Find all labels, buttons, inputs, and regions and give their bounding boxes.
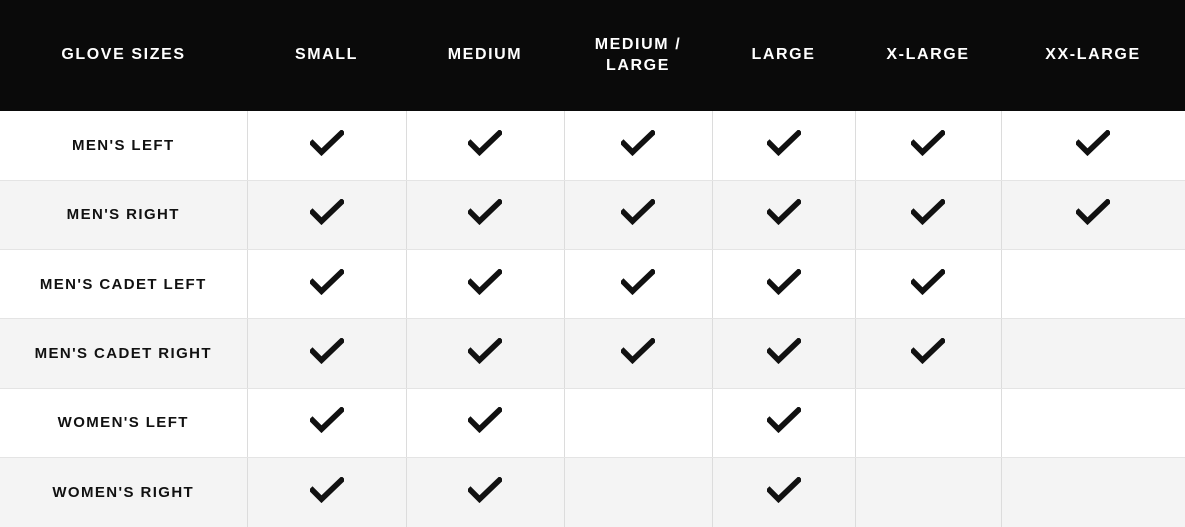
- table-body: [0, 111, 1185, 527]
- checkmark-icon: [310, 338, 344, 364]
- table-row: [0, 111, 1185, 180]
- table-header: [0, 0, 1185, 111]
- cell-unavailable: [855, 388, 1001, 457]
- cell-available: [855, 111, 1001, 180]
- checkmark-icon: [767, 477, 801, 503]
- row-label: MEN'S LEFT: [0, 111, 247, 180]
- cell-unavailable: [564, 458, 712, 527]
- empty-marker: [1002, 480, 1185, 506]
- cell-available: [406, 180, 564, 249]
- cell-unavailable: [1001, 319, 1185, 388]
- empty-marker: [565, 480, 712, 506]
- cell-available: [247, 111, 406, 180]
- column-header-medium-large: MEDIUM / LARGE: [564, 0, 712, 111]
- cell-available: [712, 319, 855, 388]
- cell-available: [855, 180, 1001, 249]
- cell-available: [564, 250, 712, 319]
- cell-available: [712, 458, 855, 527]
- cell-available: [855, 250, 1001, 319]
- checkmark-icon: [767, 407, 801, 433]
- checkmark-icon: [468, 477, 502, 503]
- checkmark-icon: [1076, 130, 1110, 156]
- table-row: [0, 388, 1185, 457]
- cell-available: [406, 458, 564, 527]
- empty-marker: [565, 410, 712, 436]
- row-label: WOMEN'S RIGHT: [0, 458, 247, 527]
- column-header-x-large: X-LARGE: [855, 0, 1001, 111]
- cell-available: [247, 388, 406, 457]
- checkmark-icon: [468, 338, 502, 364]
- cell-available: [247, 180, 406, 249]
- cell-available: [712, 180, 855, 249]
- cell-unavailable: [1001, 388, 1185, 457]
- checkmark-icon: [468, 407, 502, 433]
- cell-available: [247, 250, 406, 319]
- checkmark-icon: [468, 130, 502, 156]
- empty-marker: [856, 480, 1001, 506]
- checkmark-icon: [911, 269, 945, 295]
- checkmark-icon: [911, 338, 945, 364]
- cell-available: [406, 388, 564, 457]
- cell-available: [1001, 111, 1185, 180]
- checkmark-icon: [1076, 199, 1110, 225]
- checkmark-icon: [911, 199, 945, 225]
- column-header-medium: MEDIUM: [406, 0, 564, 111]
- cell-available: [1001, 180, 1185, 249]
- empty-marker: [1002, 341, 1185, 367]
- column-header-glove-sizes: GLOVE SIZES: [0, 0, 247, 111]
- checkmark-icon: [621, 269, 655, 295]
- cell-available: [712, 388, 855, 457]
- cell-available: [564, 111, 712, 180]
- checkmark-icon: [767, 199, 801, 225]
- cell-available: [406, 319, 564, 388]
- row-label: MEN'S CADET LEFT: [0, 250, 247, 319]
- checkmark-icon: [310, 407, 344, 433]
- checkmark-icon: [468, 269, 502, 295]
- checkmark-icon: [767, 338, 801, 364]
- table-row: [0, 458, 1185, 527]
- row-label: MEN'S RIGHT: [0, 180, 247, 249]
- row-label: MEN'S CADET RIGHT: [0, 319, 247, 388]
- cell-available: [564, 319, 712, 388]
- header-row: [0, 0, 1185, 111]
- cell-unavailable: [564, 388, 712, 457]
- checkmark-icon: [621, 338, 655, 364]
- cell-unavailable: [855, 458, 1001, 527]
- cell-available: [564, 180, 712, 249]
- cell-available: [712, 111, 855, 180]
- cell-unavailable: [1001, 250, 1185, 319]
- cell-available: [406, 111, 564, 180]
- table-row: [0, 319, 1185, 388]
- checkmark-icon: [767, 269, 801, 295]
- empty-marker: [1002, 410, 1185, 436]
- empty-marker: [856, 410, 1001, 436]
- checkmark-icon: [310, 130, 344, 156]
- cell-unavailable: [1001, 458, 1185, 527]
- column-header-large: LARGE: [712, 0, 855, 111]
- column-header-xx-large: XX-LARGE: [1001, 0, 1185, 111]
- checkmark-icon: [621, 199, 655, 225]
- row-label: WOMEN'S LEFT: [0, 388, 247, 457]
- table-row: [0, 250, 1185, 319]
- checkmark-icon: [621, 130, 655, 156]
- empty-marker: [1002, 271, 1185, 297]
- checkmark-icon: [310, 477, 344, 503]
- checkmark-icon: [310, 199, 344, 225]
- checkmark-icon: [767, 130, 801, 156]
- table-row: [0, 180, 1185, 249]
- cell-available: [855, 319, 1001, 388]
- cell-available: [247, 319, 406, 388]
- checkmark-icon: [911, 130, 945, 156]
- checkmark-icon: [468, 199, 502, 225]
- column-header-small: SMALL: [247, 0, 406, 111]
- cell-available: [247, 458, 406, 527]
- cell-available: [406, 250, 564, 319]
- checkmark-icon: [310, 269, 344, 295]
- cell-available: [712, 250, 855, 319]
